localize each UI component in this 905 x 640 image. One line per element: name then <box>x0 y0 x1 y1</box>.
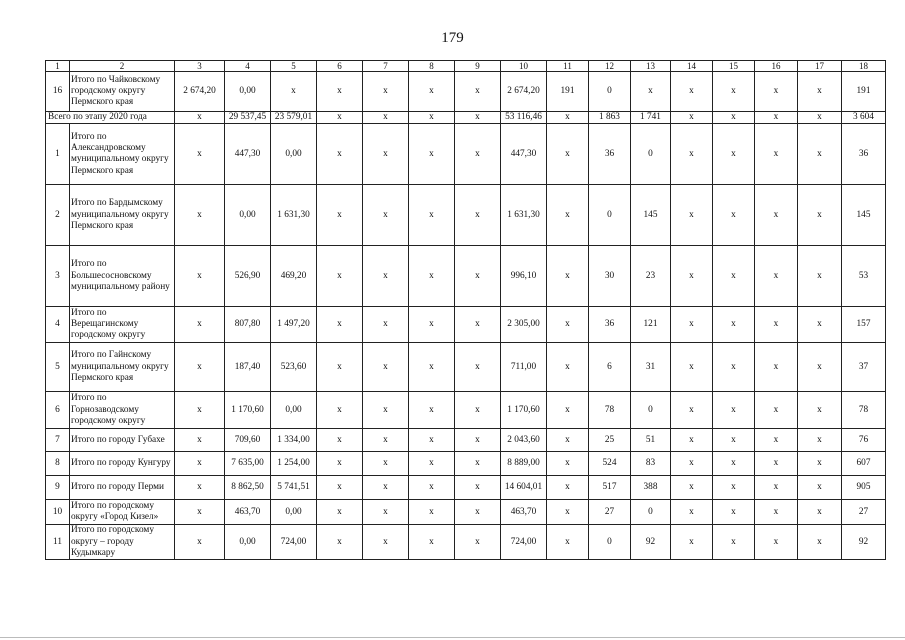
table-cell: x <box>455 307 501 343</box>
table-cell: x <box>317 476 363 500</box>
table-cell: x <box>631 72 671 112</box>
table-cell: x <box>363 72 409 112</box>
table-row <box>46 525 886 560</box>
column-header: 12 <box>589 61 631 72</box>
table-cell: 463,70 <box>225 500 271 525</box>
table-cell: x <box>317 452 363 476</box>
table-cell: x <box>409 307 455 343</box>
table-cell: x <box>317 185 363 246</box>
table-cell: 469,20 <box>271 246 317 307</box>
table-cell: 187,40 <box>225 343 271 392</box>
table-cell: 36 <box>842 124 886 185</box>
table-cell: x <box>713 429 755 452</box>
table-cell: x <box>317 429 363 452</box>
table-cell: 447,30 <box>225 124 271 185</box>
table-cell: 145 <box>842 185 886 246</box>
table-cell: 5 741,51 <box>271 476 317 500</box>
data-table <box>45 60 886 560</box>
table-row <box>46 72 886 112</box>
table-cell: x <box>409 476 455 500</box>
table-cell: 1 863 <box>589 112 631 124</box>
table-cell: 0,00 <box>225 72 271 112</box>
table-cell: x <box>713 185 755 246</box>
table-cell: 0,00 <box>225 185 271 246</box>
table-cell: 92 <box>631 525 671 560</box>
table-row <box>46 500 886 525</box>
table-cell: 7 635,00 <box>225 452 271 476</box>
table-cell: 709,60 <box>225 429 271 452</box>
table-cell: x <box>671 525 713 560</box>
table-cell: x <box>409 124 455 185</box>
table-cell: x <box>455 246 501 307</box>
row-name: Итого по городу Кунгуру <box>70 452 175 476</box>
table-cell: x <box>798 307 842 343</box>
table-cell: x <box>755 500 798 525</box>
table-cell: x <box>175 112 225 124</box>
table-cell: x <box>175 476 225 500</box>
table-cell: 996,10 <box>501 246 547 307</box>
table-cell: x <box>455 500 501 525</box>
table-cell: 1 170,60 <box>225 392 271 429</box>
table-cell: 1 254,00 <box>271 452 317 476</box>
table-cell: x <box>671 124 713 185</box>
table-cell: x <box>409 185 455 246</box>
table-cell: x <box>317 525 363 560</box>
table-cell: 121 <box>631 307 671 343</box>
table-cell: x <box>455 72 501 112</box>
table-cell: x <box>755 525 798 560</box>
table-cell: x <box>713 124 755 185</box>
row-name: Итого по Большесосновскому муниципальному району <box>70 246 175 307</box>
row-number: 2 <box>46 185 70 246</box>
row-name: Итого по Александровскому муниципальному округу Пермского края <box>70 124 175 185</box>
table-cell: x <box>671 343 713 392</box>
table-cell: x <box>317 124 363 185</box>
table-cell: 0,00 <box>271 124 317 185</box>
column-header: 10 <box>501 61 547 72</box>
table-cell: x <box>175 124 225 185</box>
table-cell: 0 <box>631 392 671 429</box>
table-row <box>46 476 886 500</box>
table-cell: 31 <box>631 343 671 392</box>
table-cell: x <box>755 72 798 112</box>
table-cell: 27 <box>589 500 631 525</box>
table-cell: 711,00 <box>501 343 547 392</box>
table-cell: 23 579,01 <box>271 112 317 124</box>
row-number: 4 <box>46 307 70 343</box>
table-row <box>46 343 886 392</box>
table-cell: x <box>547 476 589 500</box>
table-cell: x <box>547 185 589 246</box>
table-cell: 463,70 <box>501 500 547 525</box>
table-cell: x <box>455 185 501 246</box>
total-label: Всего по этапу 2020 года <box>46 112 175 124</box>
row-number: 8 <box>46 452 70 476</box>
table-cell: 30 <box>589 246 631 307</box>
table-cell: 724,00 <box>271 525 317 560</box>
table-cell: x <box>755 476 798 500</box>
table-cell: x <box>671 500 713 525</box>
table-cell: x <box>409 246 455 307</box>
table-cell: x <box>713 392 755 429</box>
column-header: 8 <box>409 61 455 72</box>
table-cell: x <box>547 500 589 525</box>
table-cell: x <box>363 246 409 307</box>
table-cell: x <box>363 343 409 392</box>
table-cell: x <box>713 476 755 500</box>
table-cell: x <box>363 500 409 525</box>
table-cell: 2 305,00 <box>501 307 547 343</box>
table-cell: 1 170,60 <box>501 392 547 429</box>
column-header: 7 <box>363 61 409 72</box>
table-cell: x <box>409 452 455 476</box>
table-row <box>46 246 886 307</box>
table-row <box>46 124 886 185</box>
row-number: 3 <box>46 246 70 307</box>
table-cell: 1 631,30 <box>501 185 547 246</box>
table-cell: x <box>175 185 225 246</box>
table-cell: x <box>713 112 755 124</box>
table-cell: x <box>671 185 713 246</box>
row-number: 6 <box>46 392 70 429</box>
table-cell: 0,00 <box>271 500 317 525</box>
table-cell: x <box>409 72 455 112</box>
table-cell: 1 741 <box>631 112 671 124</box>
table-cell: x <box>713 307 755 343</box>
table-cell: x <box>798 392 842 429</box>
table-cell: x <box>671 72 713 112</box>
table-cell: x <box>455 476 501 500</box>
table-cell: x <box>363 112 409 124</box>
table-cell: 76 <box>842 429 886 452</box>
page-number: 179 <box>441 30 464 46</box>
table-cell: 78 <box>842 392 886 429</box>
table-cell: x <box>755 343 798 392</box>
table-row <box>46 307 886 343</box>
column-header: 13 <box>631 61 671 72</box>
column-header: 1 <box>46 61 70 72</box>
table-cell: x <box>317 392 363 429</box>
table-cell: x <box>713 72 755 112</box>
table-cell: x <box>175 429 225 452</box>
table-cell: 0 <box>631 124 671 185</box>
table-cell: x <box>455 525 501 560</box>
table-cell: x <box>671 476 713 500</box>
row-number: 9 <box>46 476 70 500</box>
table-cell: x <box>671 246 713 307</box>
table-cell: 807,80 <box>225 307 271 343</box>
table-cell: x <box>455 124 501 185</box>
table-cell: x <box>671 392 713 429</box>
table-cell: x <box>547 392 589 429</box>
table-cell: x <box>363 392 409 429</box>
table-cell: 0 <box>589 72 631 112</box>
table-cell: x <box>755 185 798 246</box>
table-cell: x <box>547 525 589 560</box>
column-header: 2 <box>70 61 175 72</box>
table-cell: x <box>755 307 798 343</box>
table-cell: 37 <box>842 343 886 392</box>
table-cell: x <box>547 246 589 307</box>
table-row <box>46 185 886 246</box>
column-header: 14 <box>671 61 713 72</box>
table-cell: 2 043,60 <box>501 429 547 452</box>
row-number: 5 <box>46 343 70 392</box>
table-row <box>46 429 886 452</box>
table-row <box>46 452 886 476</box>
row-number: 11 <box>46 525 70 560</box>
row-name: Итого по Верещагинскому городскому округу <box>70 307 175 343</box>
table-cell: 526,90 <box>225 246 271 307</box>
table-cell: x <box>409 429 455 452</box>
column-header: 5 <box>271 61 317 72</box>
table-cell: 1 631,30 <box>271 185 317 246</box>
table-cell: 27 <box>842 500 886 525</box>
row-name: Итого по городскому округу – городу Кудымкару <box>70 525 175 560</box>
table-cell: 92 <box>842 525 886 560</box>
table-cell: x <box>798 452 842 476</box>
total-row <box>46 112 886 124</box>
row-name: Итого по Гайнскому муниципальному округу Пермского края <box>70 343 175 392</box>
table-cell: 53 116,46 <box>501 112 547 124</box>
table-cell: x <box>363 452 409 476</box>
table-cell: x <box>175 452 225 476</box>
table-cell: 2 674,20 <box>175 72 225 112</box>
table-cell: x <box>547 452 589 476</box>
table-cell: 0,00 <box>271 392 317 429</box>
table-cell: x <box>363 476 409 500</box>
table-cell: x <box>798 343 842 392</box>
table-cell: x <box>755 392 798 429</box>
table-cell: 8 889,00 <box>501 452 547 476</box>
column-header: 6 <box>317 61 363 72</box>
table-cell: x <box>363 185 409 246</box>
table-cell: x <box>798 185 842 246</box>
table-cell: x <box>317 343 363 392</box>
table-cell: x <box>671 307 713 343</box>
table-cell: 157 <box>842 307 886 343</box>
column-header: 18 <box>842 61 886 72</box>
table-cell: 447,30 <box>501 124 547 185</box>
table-cell: x <box>409 392 455 429</box>
table-cell: 36 <box>589 124 631 185</box>
table-cell: 145 <box>631 185 671 246</box>
table-cell: x <box>798 500 842 525</box>
table-cell: x <box>455 112 501 124</box>
table-cell: x <box>755 124 798 185</box>
column-header: 9 <box>455 61 501 72</box>
table-cell: x <box>713 500 755 525</box>
table-cell: 23 <box>631 246 671 307</box>
table-cell: x <box>547 307 589 343</box>
table-cell: 191 <box>547 72 589 112</box>
table-cell: x <box>798 429 842 452</box>
table-cell: x <box>175 525 225 560</box>
row-name: Итого по Бардымскому муниципальному округу Пермского края <box>70 185 175 246</box>
table-cell: 83 <box>631 452 671 476</box>
table-cell: 6 <box>589 343 631 392</box>
table-cell: x <box>175 307 225 343</box>
table-cell: x <box>547 343 589 392</box>
row-name: Итого по Чайковскому городскому округу Пермского края <box>70 72 175 112</box>
table-cell: 905 <box>842 476 886 500</box>
table-cell: x <box>317 500 363 525</box>
table-cell: x <box>363 307 409 343</box>
table-cell: 25 <box>589 429 631 452</box>
table-cell: x <box>713 452 755 476</box>
table-cell: 53 <box>842 246 886 307</box>
table-cell: x <box>798 246 842 307</box>
table-cell: x <box>798 525 842 560</box>
table-cell: x <box>317 307 363 343</box>
table-cell: 0 <box>631 500 671 525</box>
table-cell: x <box>455 343 501 392</box>
row-number: 16 <box>46 72 70 112</box>
column-header: 16 <box>755 61 798 72</box>
table-cell: x <box>175 246 225 307</box>
table-cell: x <box>547 124 589 185</box>
table-cell: x <box>409 525 455 560</box>
table-cell: x <box>175 392 225 429</box>
table-cell: x <box>755 112 798 124</box>
column-header: 11 <box>547 61 589 72</box>
table-cell: 0 <box>589 185 631 246</box>
table-cell: 51 <box>631 429 671 452</box>
table-cell: x <box>175 500 225 525</box>
table-cell: x <box>671 112 713 124</box>
table-cell: x <box>363 429 409 452</box>
table-cell: x <box>798 124 842 185</box>
table-cell: x <box>713 246 755 307</box>
table-cell: 78 <box>589 392 631 429</box>
table-cell: x <box>798 72 842 112</box>
table-cell: x <box>671 452 713 476</box>
table-cell: 524 <box>589 452 631 476</box>
table-cell: x <box>409 500 455 525</box>
table-cell: x <box>755 429 798 452</box>
table-cell: x <box>409 343 455 392</box>
table-cell: x <box>175 343 225 392</box>
table-cell: x <box>798 476 842 500</box>
table-cell: x <box>713 525 755 560</box>
column-header: 17 <box>798 61 842 72</box>
table-cell: x <box>547 112 589 124</box>
table-cell: 14 604,01 <box>501 476 547 500</box>
table-row <box>46 392 886 429</box>
table-cell: x <box>547 429 589 452</box>
table-cell: 1 334,00 <box>271 429 317 452</box>
table-cell: 1 497,20 <box>271 307 317 343</box>
table-cell: 607 <box>842 452 886 476</box>
table-cell: 724,00 <box>501 525 547 560</box>
row-name: Итого по Горнозаводскому городскому округу <box>70 392 175 429</box>
row-number: 7 <box>46 429 70 452</box>
table-cell: 36 <box>589 307 631 343</box>
table-cell: x <box>317 72 363 112</box>
header-row <box>46 61 886 72</box>
table-cell: x <box>363 124 409 185</box>
column-header: 3 <box>175 61 225 72</box>
row-number: 10 <box>46 500 70 525</box>
table-cell: 0 <box>589 525 631 560</box>
table-cell: x <box>363 525 409 560</box>
row-name: Итого по городу Перми <box>70 476 175 500</box>
table-cell: 2 674,20 <box>501 72 547 112</box>
table-cell: x <box>713 343 755 392</box>
row-name: Итого по городу Губахе <box>70 429 175 452</box>
row-number: 1 <box>46 124 70 185</box>
table-cell: x <box>455 429 501 452</box>
table-cell: x <box>671 429 713 452</box>
table-cell: x <box>317 112 363 124</box>
table-cell: x <box>798 112 842 124</box>
table-cell: x <box>755 452 798 476</box>
table-cell: x <box>455 452 501 476</box>
table-cell: 388 <box>631 476 671 500</box>
table-cell: 517 <box>589 476 631 500</box>
table-cell: 29 537,45 <box>225 112 271 124</box>
row-name: Итого по городскому округу «Город Кизел» <box>70 500 175 525</box>
table-cell: 523,60 <box>271 343 317 392</box>
table-cell: x <box>271 72 317 112</box>
page-edge-line <box>0 637 905 638</box>
table-cell: x <box>755 246 798 307</box>
table-cell: 0,00 <box>225 525 271 560</box>
column-header: 4 <box>225 61 271 72</box>
table-cell: 8 862,50 <box>225 476 271 500</box>
table-cell: x <box>317 246 363 307</box>
table-cell: x <box>455 392 501 429</box>
column-header: 15 <box>713 61 755 72</box>
table-cell: 3 604 <box>842 112 886 124</box>
table-cell: x <box>409 112 455 124</box>
table-cell: 191 <box>842 72 886 112</box>
